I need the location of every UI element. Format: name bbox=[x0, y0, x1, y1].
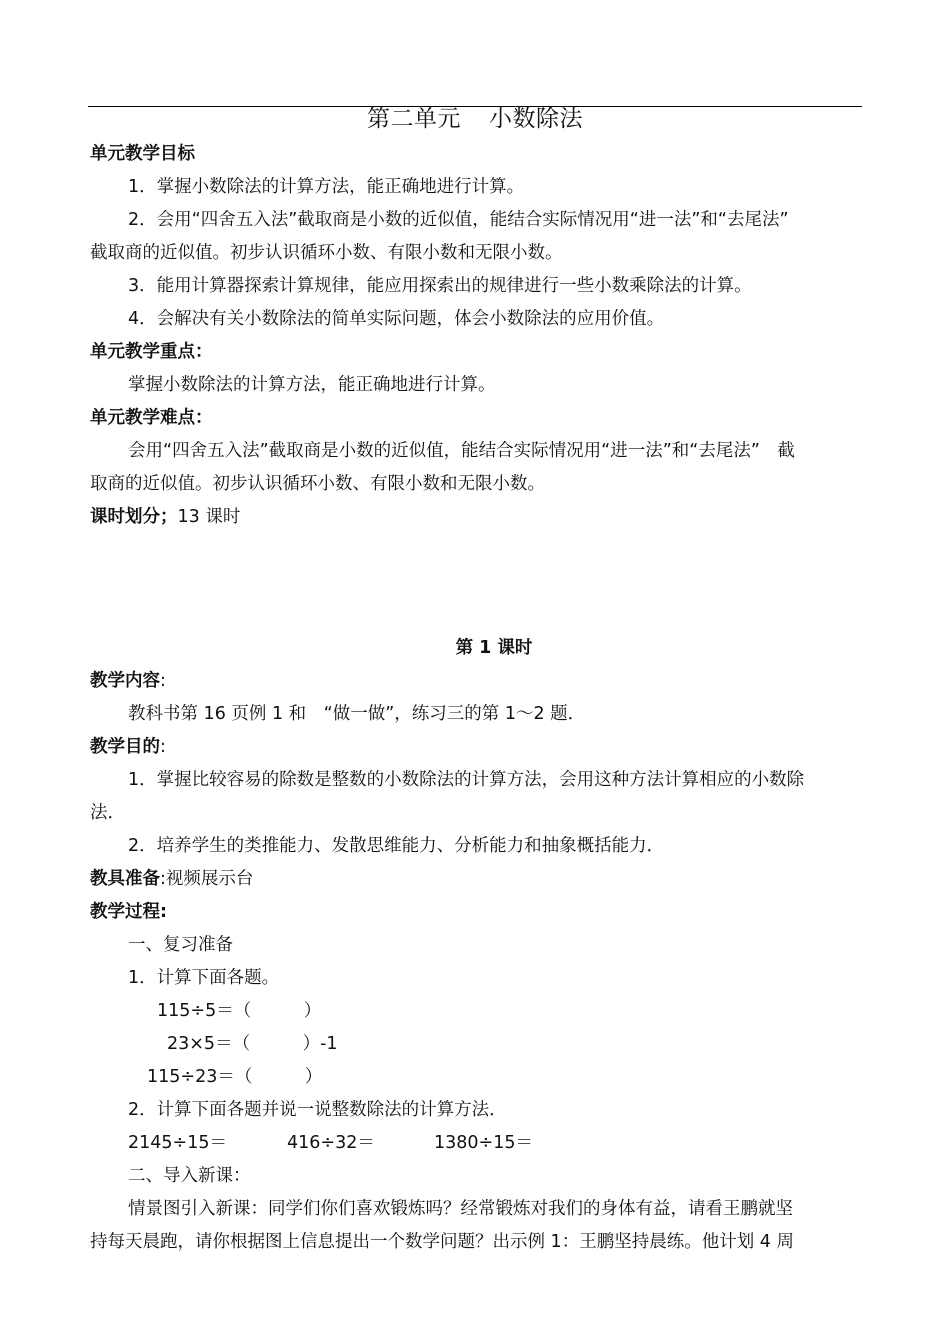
content-text: 教科书第 16 页例 1 和 “做一做”，练习三的第 1～2 题． bbox=[128, 704, 586, 724]
goals-heading: 单元教学目标 bbox=[90, 144, 195, 164]
exercise-line: 115÷23＝（ ） bbox=[147, 1067, 323, 1087]
key-text: 掌握小数除法的计算方法，能正确地进行计算。 bbox=[128, 375, 496, 395]
title-sub: 小数除法 bbox=[489, 106, 583, 132]
tools-heading: 教具准备 bbox=[90, 869, 160, 889]
process-line: 1．计算下面各题。 bbox=[128, 968, 280, 988]
key-heading: 单元教学重点： bbox=[90, 342, 213, 362]
title-main: 第二单元 bbox=[367, 106, 461, 132]
difficult-heading: 单元教学难点： bbox=[90, 408, 213, 428]
hours-label: 课时划分； bbox=[90, 507, 178, 527]
process-line: 情景图引入新课：同学们你们喜欢锻炼吗？经常锻炼对我们的身体有益，请看王鹏就坚 bbox=[128, 1199, 793, 1219]
page-title bbox=[0, 103, 950, 135]
goal-line: 3．能用计算器探索计算规律，能应用探索出的规律进行一些小数乘除法的计算。 bbox=[128, 276, 752, 296]
goal-line: 截取商的近似值。初步认识循环小数、有限小数和无限小数。 bbox=[90, 243, 563, 263]
goal-heading: 教学目的 bbox=[90, 737, 160, 757]
exercise-item: 1380÷15＝ bbox=[434, 1133, 533, 1153]
difficult-text: 会用“四舍五入法”截取商是小数的近似值，能结合实际情况用“进一法”和“去尾法” 截 bbox=[128, 441, 795, 461]
goal-colon: : bbox=[160, 737, 166, 757]
exercise-item: 416÷32＝ bbox=[287, 1133, 375, 1153]
content-colon: : bbox=[160, 671, 166, 691]
content-heading-line bbox=[90, 669, 166, 693]
hours-line bbox=[90, 505, 240, 529]
tools-line bbox=[90, 867, 253, 891]
lesson-goal-line: 法． bbox=[90, 803, 125, 823]
hours-value: 13 课时 bbox=[177, 507, 241, 527]
lesson-title: 第 1 课时 bbox=[455, 638, 533, 658]
process-heading: 教学过程: bbox=[90, 902, 167, 922]
process-line: 二、导入新课： bbox=[128, 1166, 251, 1186]
goal-line: 4．会解决有关小数除法的简单实际问题，体会小数除法的应用价值。 bbox=[128, 309, 665, 329]
lesson-goal-line: 1．掌握比较容易的除数是整数的小数除法的计算方法，会用这种方法计算相应的小数除 bbox=[128, 770, 805, 790]
lesson-goal-line: 2．培养学生的类推能力、发散思维能力、分析能力和抽象概括能力． bbox=[128, 836, 665, 856]
process-line: 2．计算下面各题并说一说整数除法的计算方法． bbox=[128, 1100, 507, 1120]
content-heading: 教学内容 bbox=[90, 671, 160, 691]
process-line: 持每天晨跑，请你根据图上信息提出一个数学问题？出示例 1：王鹏坚持晨练。他计划 4 周 bbox=[90, 1232, 794, 1252]
goal-heading-line bbox=[90, 735, 166, 759]
exercise-line: 23×5＝（ ）-1 bbox=[167, 1034, 338, 1054]
tools-text: :视频展示台 bbox=[160, 869, 254, 889]
difficult-text: 取商的近似值。初步认识循环小数、有限小数和无限小数。 bbox=[90, 474, 545, 494]
goal-line: 2．会用“四舍五入法”截取商是小数的近似值，能结合实际情况用“进一法”和“去尾法” bbox=[128, 210, 789, 230]
process-line: 一、复习准备 bbox=[128, 935, 233, 955]
exercise-line: 115÷5＝（ ） bbox=[157, 1001, 322, 1021]
goal-line: 1．掌握小数除法的计算方法，能正确地进行计算。 bbox=[128, 177, 525, 197]
exercise-item: 2145÷15＝ bbox=[128, 1133, 227, 1153]
